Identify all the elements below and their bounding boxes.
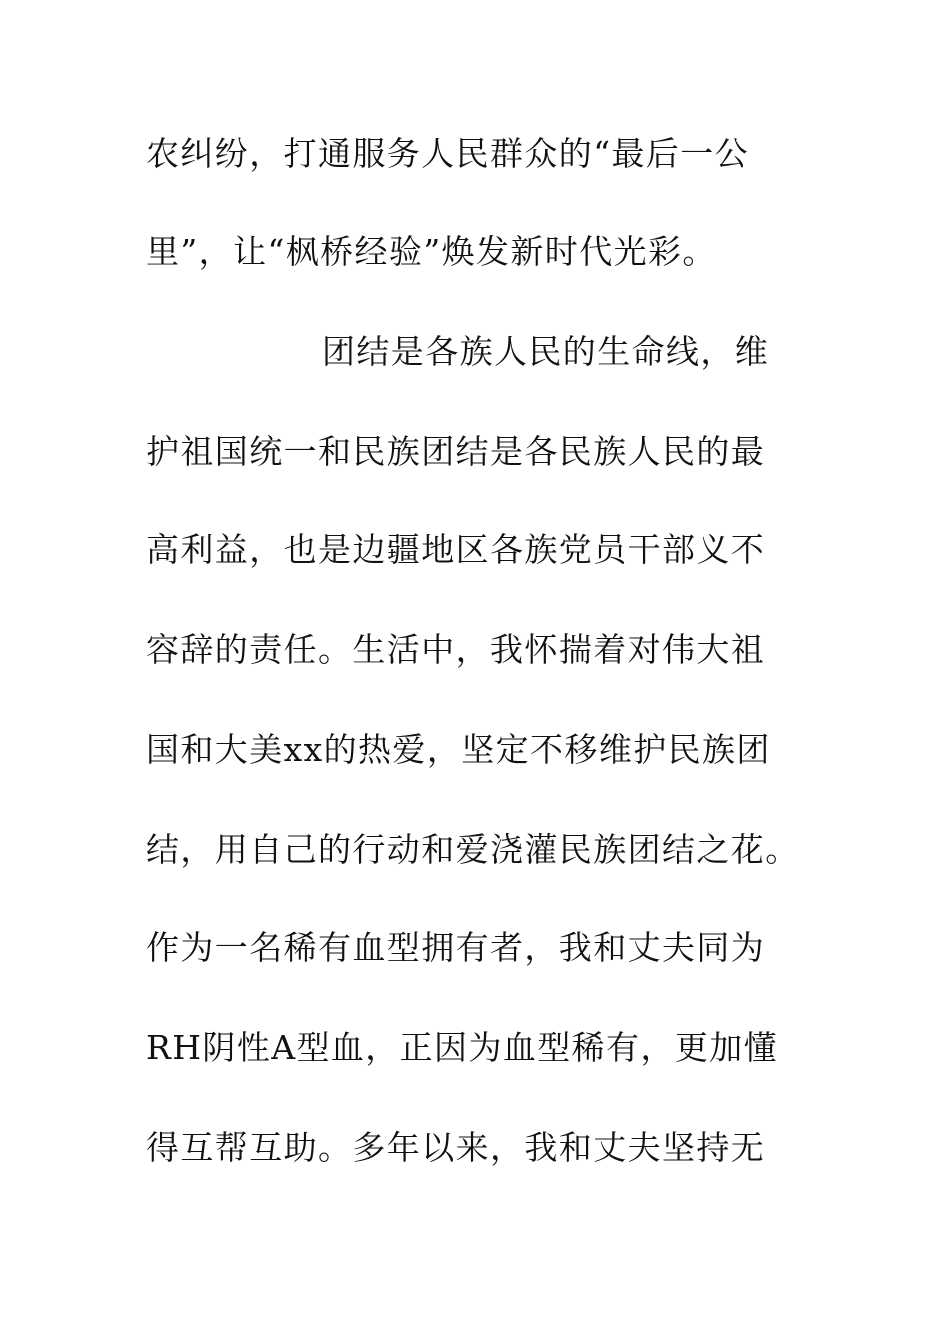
paragraph-start-line: 团结是各族人民的生命线，维	[322, 332, 770, 371]
text-line-8: 结，用自己的行动和爱浇灌民族团结之花。	[146, 830, 800, 869]
text-line-11: 得互帮互助。多年以来，我和丈夫坚持无	[146, 1128, 766, 1167]
text-line-9: 作为一名稀有血型拥有者，我和丈夫同为	[146, 928, 766, 967]
text-line-10: RH阴性A型血，正因为血型稀有，更加懂	[146, 1028, 779, 1067]
text-line-2: 里”，让“枫桥经验”焕发新时代光彩。	[146, 232, 717, 271]
text-line-4: 护祖国统一和民族团结是各民族人民的最	[146, 432, 766, 471]
text-line-6: 容辞的责任。生活中，我怀揣着对伟大祖	[146, 630, 766, 669]
text-line-7: 国和大美xx的热爱，坚定不移维护民族团	[146, 730, 771, 769]
text-line-5: 高利益，也是边疆地区各族党员干部义不	[146, 530, 766, 569]
text-line-1: 农纠纷，打通服务人民群众的“最后一公	[146, 134, 750, 173]
